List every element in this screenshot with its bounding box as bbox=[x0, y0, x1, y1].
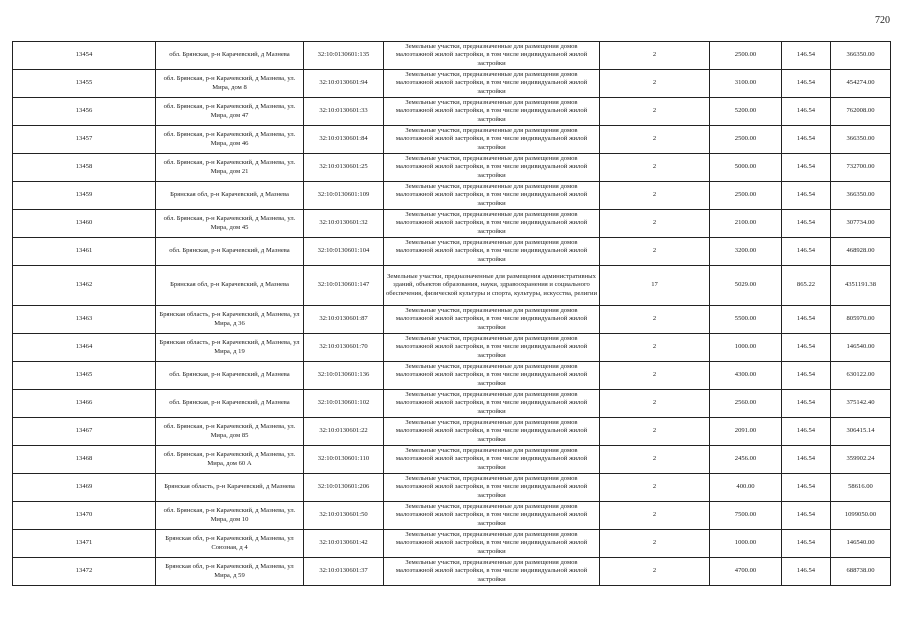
group-cell: 2 bbox=[600, 390, 710, 418]
area-cell: 5029.00 bbox=[710, 266, 782, 306]
land-use-cell: Земельные участки, предназначенные для размещения домов малоэтажной жилой застройки, в том числе индивидуальной жилой застройки bbox=[384, 306, 600, 334]
rate-cell: 146.54 bbox=[782, 306, 831, 334]
group-cell: 2 bbox=[600, 362, 710, 390]
area-cell: 2456.00 bbox=[710, 446, 782, 474]
area-cell: 2500.00 bbox=[710, 182, 782, 210]
address-cell: обл. Брянская, р-н Карачевский, д Мазнева, ул. Мира, дом 21 bbox=[156, 154, 304, 182]
table-row bbox=[13, 558, 891, 586]
group-cell: 2 bbox=[600, 70, 710, 98]
cadastral-value-table bbox=[12, 41, 891, 586]
group-cell: 2 bbox=[600, 238, 710, 266]
address-cell: обл. Брянская, р-н Карачевский, д Мазнева, ул. Мира, дом 10 bbox=[156, 502, 304, 530]
cadastral-number-cell: 32:10:0130601:102 bbox=[304, 390, 384, 418]
table-row bbox=[13, 210, 891, 238]
table-row bbox=[13, 266, 891, 306]
rate-cell: 146.54 bbox=[782, 558, 831, 586]
row-number-cell: 13454 bbox=[13, 42, 156, 70]
cadastral-number-cell: 32:10:0130601:25 bbox=[304, 154, 384, 182]
cadastral-value-cell: 366350.00 bbox=[831, 42, 891, 70]
group-cell: 17 bbox=[600, 266, 710, 306]
area-cell: 2500.00 bbox=[710, 42, 782, 70]
group-cell: 2 bbox=[600, 334, 710, 362]
area-cell: 7500.00 bbox=[710, 502, 782, 530]
row-number-cell: 13458 bbox=[13, 154, 156, 182]
group-cell: 2 bbox=[600, 98, 710, 126]
row-number-cell: 13466 bbox=[13, 390, 156, 418]
rate-cell: 146.54 bbox=[782, 42, 831, 70]
rate-cell: 146.54 bbox=[782, 182, 831, 210]
cadastral-number-cell: 32:10:0130601:37 bbox=[304, 558, 384, 586]
rate-cell: 146.54 bbox=[782, 390, 831, 418]
area-cell: 4700.00 bbox=[710, 558, 782, 586]
address-cell: обл. Брянская, р-н Карачевский, д Мазнева bbox=[156, 390, 304, 418]
land-use-cell: Земельные участки, предназначенные для размещения домов малоэтажной жилой застройки, в том числе индивидуальной жилой застройки bbox=[384, 474, 600, 502]
cadastral-value-cell: 732700.00 bbox=[831, 154, 891, 182]
cadastral-value-cell: 146540.00 bbox=[831, 530, 891, 558]
address-cell: Брянская область, р-н Карачевский, д Мазнева, ул Мира, д 36 bbox=[156, 306, 304, 334]
land-use-cell: Земельные участки, предназначенные для размещения домов малоэтажной жилой застройки, в том числе индивидуальной жилой застройки bbox=[384, 238, 600, 266]
rate-cell: 146.54 bbox=[782, 210, 831, 238]
group-cell: 2 bbox=[600, 126, 710, 154]
table-row bbox=[13, 126, 891, 154]
row-number-cell: 13468 bbox=[13, 446, 156, 474]
row-number-cell: 13456 bbox=[13, 98, 156, 126]
area-cell: 2560.00 bbox=[710, 390, 782, 418]
rate-cell: 146.54 bbox=[782, 98, 831, 126]
group-cell: 2 bbox=[600, 306, 710, 334]
cadastral-number-cell: 32:10:0130601:70 bbox=[304, 334, 384, 362]
cadastral-value-cell: 58616.00 bbox=[831, 474, 891, 502]
address-cell: обл. Брянская, р-н Карачевский, д Мазнева bbox=[156, 238, 304, 266]
row-number-cell: 13462 bbox=[13, 266, 156, 306]
row-number-cell: 13471 bbox=[13, 530, 156, 558]
area-cell: 1000.00 bbox=[710, 530, 782, 558]
land-use-cell: Земельные участки, предназначенные для размещения домов малоэтажной жилой застройки, в том числе индивидуальной жилой застройки bbox=[384, 210, 600, 238]
land-use-cell: Земельные участки, предназначенные для размещения домов малоэтажной жилой застройки, в том числе индивидуальной жилой застройки bbox=[384, 558, 600, 586]
address-cell: Брянская обл, р-н Карачевский, д Мазнева bbox=[156, 182, 304, 210]
cadastral-number-cell: 32:10:0130601:110 bbox=[304, 446, 384, 474]
cadastral-number-cell: 32:10:0130601:206 bbox=[304, 474, 384, 502]
group-cell: 2 bbox=[600, 474, 710, 502]
table-row bbox=[13, 182, 891, 210]
cadastral-value-cell: 4351191.38 bbox=[831, 266, 891, 306]
land-use-cell: Земельные участки, предназначенные для размещения домов малоэтажной жилой застройки, в том числе индивидуальной жилой застройки bbox=[384, 390, 600, 418]
table-row bbox=[13, 70, 891, 98]
cadastral-number-cell: 32:10:0130601:22 bbox=[304, 418, 384, 446]
land-use-cell: Земельные участки, предназначенные для размещения домов малоэтажной жилой застройки, в том числе индивидуальной жилой застройки bbox=[384, 446, 600, 474]
address-cell: обл. Брянская, р-н Карачевский, д Мазнева, ул. Мира, дом 8 bbox=[156, 70, 304, 98]
land-use-cell: Земельные участки, предназначенные для размещения домов малоэтажной жилой застройки, в том числе индивидуальной жилой застройки bbox=[384, 502, 600, 530]
cadastral-number-cell: 32:10:0130601:94 bbox=[304, 70, 384, 98]
area-cell: 4300.00 bbox=[710, 362, 782, 390]
row-number-cell: 13459 bbox=[13, 182, 156, 210]
row-number-cell: 13463 bbox=[13, 306, 156, 334]
rate-cell: 146.54 bbox=[782, 530, 831, 558]
rate-cell: 146.54 bbox=[782, 446, 831, 474]
area-cell: 2091.00 bbox=[710, 418, 782, 446]
address-cell: Брянская область, р-н Карачевский, д Мазнева, ул Мира, д 19 bbox=[156, 334, 304, 362]
address-cell: Брянская обл, р-н Карачевский, д Мазнева bbox=[156, 266, 304, 306]
page-number: 720 bbox=[875, 15, 890, 26]
row-number-cell: 13467 bbox=[13, 418, 156, 446]
group-cell: 2 bbox=[600, 154, 710, 182]
area-cell: 400.00 bbox=[710, 474, 782, 502]
area-cell: 2100.00 bbox=[710, 210, 782, 238]
table-row bbox=[13, 418, 891, 446]
land-use-cell: Земельные участки, предназначенные для размещения домов малоэтажной жилой застройки, в том числе индивидуальной жилой застройки bbox=[384, 362, 600, 390]
rate-cell: 146.54 bbox=[782, 502, 831, 530]
area-cell: 5500.00 bbox=[710, 306, 782, 334]
cadastral-number-cell: 32:10:0130601:32 bbox=[304, 210, 384, 238]
table-row bbox=[13, 334, 891, 362]
land-use-cell: Земельные участки, предназначенные для размещения домов малоэтажной жилой застройки, в том числе индивидуальной жилой застройки bbox=[384, 70, 600, 98]
table-row bbox=[13, 530, 891, 558]
cadastral-value-cell: 366350.00 bbox=[831, 182, 891, 210]
group-cell: 2 bbox=[600, 182, 710, 210]
address-cell: обл. Брянская, р-н Карачевский, д Мазнева, ул. Мира, дом 85 bbox=[156, 418, 304, 446]
row-number-cell: 13461 bbox=[13, 238, 156, 266]
area-cell: 3200.00 bbox=[710, 238, 782, 266]
table-row bbox=[13, 154, 891, 182]
address-cell: обл. Брянская, р-н Карачевский, д Мазнева, ул. Мира, дом 60 А bbox=[156, 446, 304, 474]
rate-cell: 146.54 bbox=[782, 154, 831, 182]
row-number-cell: 13455 bbox=[13, 70, 156, 98]
group-cell: 2 bbox=[600, 42, 710, 70]
cadastral-value-cell: 359902.24 bbox=[831, 446, 891, 474]
rate-cell: 146.54 bbox=[782, 238, 831, 266]
land-use-cell: Земельные участки, предназначенные для размещения домов малоэтажной жилой застройки, в том числе индивидуальной жилой застройки bbox=[384, 154, 600, 182]
cadastral-number-cell: 32:10:0130601:42 bbox=[304, 530, 384, 558]
rate-cell: 146.54 bbox=[782, 70, 831, 98]
land-use-cell: Земельные участки, предназначенные для размещения домов малоэтажной жилой застройки, в том числе индивидуальной жилой застройки bbox=[384, 98, 600, 126]
cadastral-value-cell: 454274.00 bbox=[831, 70, 891, 98]
cadastral-value-cell: 1099050.00 bbox=[831, 502, 891, 530]
land-use-cell: Земельные участки, предназначенные для размещения домов малоэтажной жилой застройки, в том числе индивидуальной жилой застройки bbox=[384, 126, 600, 154]
table-row bbox=[13, 98, 891, 126]
rate-cell: 146.54 bbox=[782, 418, 831, 446]
land-use-cell: Земельные участки, предназначенные для размещения домов малоэтажной жилой застройки, в том числе индивидуальной жилой застройки bbox=[384, 42, 600, 70]
rate-cell: 146.54 bbox=[782, 362, 831, 390]
group-cell: 2 bbox=[600, 210, 710, 238]
cadastral-number-cell: 32:10:0130601:135 bbox=[304, 42, 384, 70]
address-cell: Брянская область, р-н Карачевский, д Мазнева bbox=[156, 474, 304, 502]
table-row bbox=[13, 446, 891, 474]
address-cell: обл. Брянская, р-н Карачевский, д Мазнева, ул. Мира, дом 46 bbox=[156, 126, 304, 154]
table-row bbox=[13, 502, 891, 530]
table-body bbox=[13, 42, 891, 586]
row-number-cell: 13469 bbox=[13, 474, 156, 502]
cadastral-value-cell: 630122.00 bbox=[831, 362, 891, 390]
area-cell: 1000.00 bbox=[710, 334, 782, 362]
table-row bbox=[13, 238, 891, 266]
row-number-cell: 13472 bbox=[13, 558, 156, 586]
rate-cell: 146.54 bbox=[782, 474, 831, 502]
cadastral-value-cell: 375142.40 bbox=[831, 390, 891, 418]
row-number-cell: 13460 bbox=[13, 210, 156, 238]
table-row bbox=[13, 42, 891, 70]
cadastral-number-cell: 32:10:0130601:104 bbox=[304, 238, 384, 266]
cadastral-value-cell: 762008.00 bbox=[831, 98, 891, 126]
row-number-cell: 13465 bbox=[13, 362, 156, 390]
cadastral-value-cell: 805970.00 bbox=[831, 306, 891, 334]
cadastral-value-cell: 146540.00 bbox=[831, 334, 891, 362]
area-cell: 5200.00 bbox=[710, 98, 782, 126]
rate-cell: 865.22 bbox=[782, 266, 831, 306]
row-number-cell: 13457 bbox=[13, 126, 156, 154]
cadastral-number-cell: 32:10:0130601:147 bbox=[304, 266, 384, 306]
cadastral-number-cell: 32:10:0130601:33 bbox=[304, 98, 384, 126]
table-row bbox=[13, 474, 891, 502]
cadastral-value-cell: 306415.14 bbox=[831, 418, 891, 446]
row-number-cell: 13470 bbox=[13, 502, 156, 530]
table-row bbox=[13, 306, 891, 334]
land-use-cell: Земельные участки, предназначенные для размещения домов малоэтажной жилой застройки, в том числе индивидуальной жилой застройки bbox=[384, 418, 600, 446]
area-cell: 3100.00 bbox=[710, 70, 782, 98]
row-number-cell: 13464 bbox=[13, 334, 156, 362]
cadastral-number-cell: 32:10:0130601:84 bbox=[304, 126, 384, 154]
group-cell: 2 bbox=[600, 530, 710, 558]
cadastral-value-cell: 688738.00 bbox=[831, 558, 891, 586]
address-cell: обл. Брянская, р-н Карачевский, д Мазнева, ул. Мира, дом 45 bbox=[156, 210, 304, 238]
cadastral-number-cell: 32:10:0130601:109 bbox=[304, 182, 384, 210]
land-use-cell: Земельные участки, предназначенные для размещения домов малоэтажной жилой застройки, в том числе индивидуальной жилой застройки bbox=[384, 334, 600, 362]
group-cell: 2 bbox=[600, 558, 710, 586]
group-cell: 2 bbox=[600, 418, 710, 446]
cadastral-number-cell: 32:10:0130601:50 bbox=[304, 502, 384, 530]
rate-cell: 146.54 bbox=[782, 334, 831, 362]
cadastral-number-cell: 32:10:0130601:136 bbox=[304, 362, 384, 390]
area-cell: 2500.00 bbox=[710, 126, 782, 154]
address-cell: обл. Брянская, р-н Карачевский, д Мазнева, ул. Мира, дом 47 bbox=[156, 98, 304, 126]
land-use-cell: Земельные участки, предназначенные для размещения домов малоэтажной жилой застройки, в том числе индивидуальной жилой застройки bbox=[384, 530, 600, 558]
area-cell: 5000.00 bbox=[710, 154, 782, 182]
cadastral-number-cell: 32:10:0130601:87 bbox=[304, 306, 384, 334]
address-cell: обл. Брянская, р-н Карачевский, д Мазнева bbox=[156, 42, 304, 70]
rate-cell: 146.54 bbox=[782, 126, 831, 154]
cadastral-value-cell: 468928.00 bbox=[831, 238, 891, 266]
table-row bbox=[13, 362, 891, 390]
cadastral-value-cell: 307734.00 bbox=[831, 210, 891, 238]
address-cell: обл. Брянская, р-н Карачевский, д Мазнева bbox=[156, 362, 304, 390]
land-use-cell: Земельные участки, предназначенные для размещения домов малоэтажной жилой застройки, в том числе индивидуальной жилой застройки bbox=[384, 182, 600, 210]
group-cell: 2 bbox=[600, 502, 710, 530]
group-cell: 2 bbox=[600, 446, 710, 474]
address-cell: Брянская обл, р-н Карачевский, д Мазнева, ул Мира, д 59 bbox=[156, 558, 304, 586]
table-row bbox=[13, 390, 891, 418]
cadastral-value-cell: 366350.00 bbox=[831, 126, 891, 154]
address-cell: Брянская обл, р-н Карачевский, д Мазнева, ул Союзная, д 4 bbox=[156, 530, 304, 558]
land-use-cell: Земельные участки, предназначенные для размещения административных зданий, объектов образования, науки, здравоохранения и социального обеспечения, физической культуры и спорта, культуры, искусства, религии bbox=[384, 266, 600, 306]
